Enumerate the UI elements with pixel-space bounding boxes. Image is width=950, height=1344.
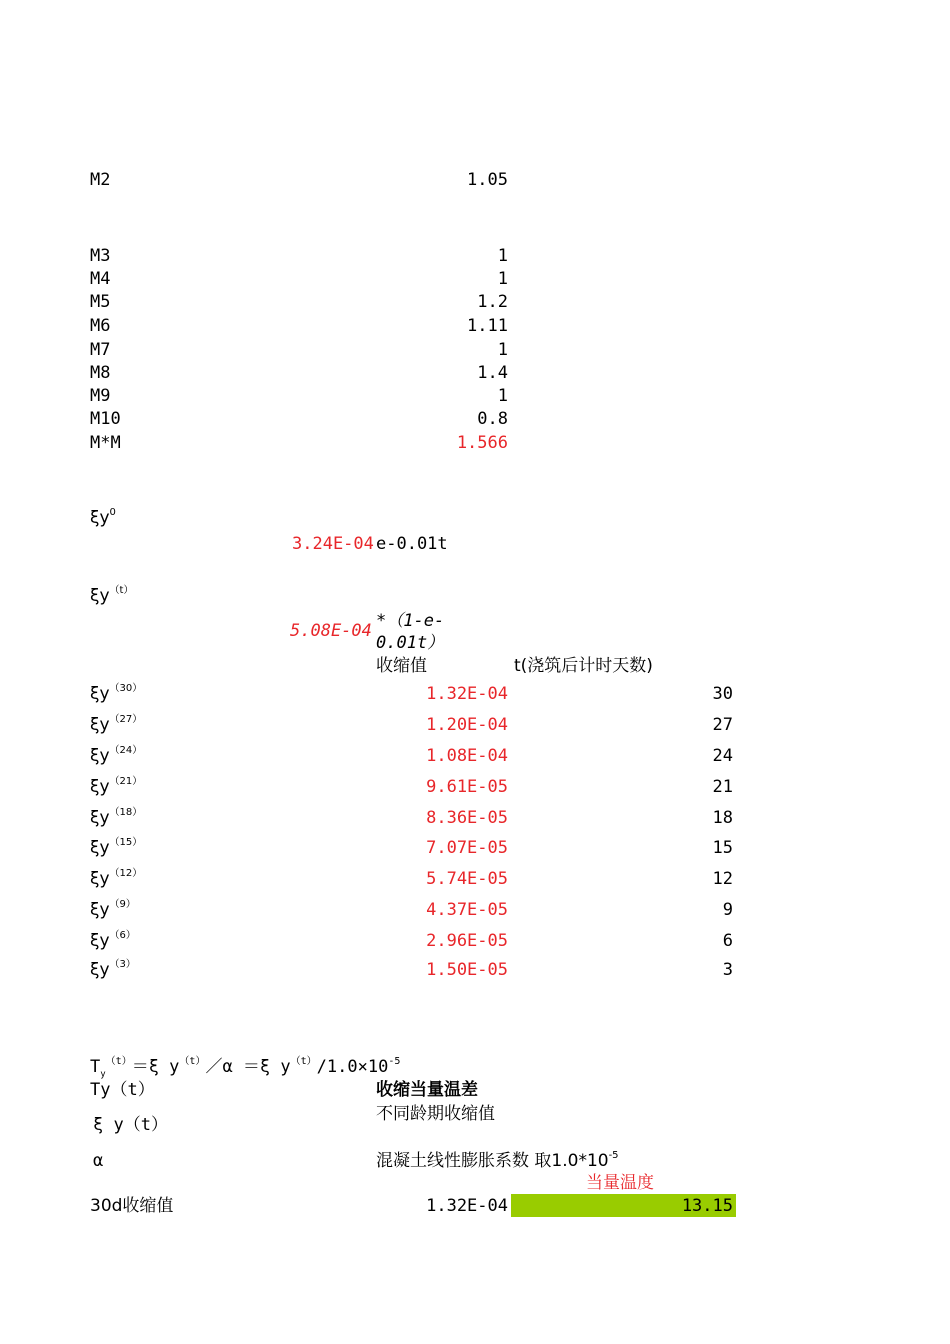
def-xi-desc: 不同龄期收缩值	[376, 1104, 495, 1124]
m-value: 1	[497, 340, 508, 360]
header-days: t(浇筑后计时天数)	[514, 656, 653, 676]
m-product-label: M*M	[90, 433, 121, 453]
row-days: 18	[712, 808, 733, 828]
row-value: 2.96E-05	[426, 931, 508, 951]
m-product-value: 1.566	[456, 433, 508, 453]
xi-y0-label: $\xi y^0$	[90, 507, 116, 528]
m-label: M3	[90, 246, 111, 266]
equiv-temp-header: 当量温度	[586, 1173, 654, 1193]
row-days: 3	[722, 960, 733, 980]
header-shrink: 收缩值	[376, 656, 427, 676]
ty-formula: $T_y^{(t)}=\xi$ $y^{(t)}/\alpha =\xi$ $y^{(t)}/1.0\times 10^{-5}$	[90, 1056, 401, 1080]
xi-yt-label: $\xi y^{(t)}$	[90, 585, 134, 606]
m-value: 1.11	[467, 316, 508, 336]
row-value: 9.61E-05	[426, 777, 508, 797]
m-value: 1.2	[477, 292, 508, 312]
row-days: 6	[722, 931, 733, 951]
row-value: 8.36E-05	[426, 808, 508, 828]
row-days: 24	[712, 746, 733, 766]
row-days: 15	[712, 838, 733, 858]
row-days: 21	[712, 777, 733, 797]
result-temp-value: 13.15	[681, 1196, 733, 1216]
xi-y0-formula: e-0.01t	[376, 534, 448, 554]
m-label: M10	[90, 409, 121, 429]
row-value: 4.37E-05	[426, 900, 508, 920]
row-value: 1.50E-05	[426, 960, 508, 980]
row-symbol: $\xi y^{(27)}$	[90, 714, 143, 735]
row-symbol: $\xi y^{(9)}$	[90, 899, 136, 920]
def-ty-desc: 收缩当量温差	[376, 1080, 478, 1100]
result-shrink-value: 1.32E-04	[426, 1196, 508, 1216]
m-value: 1.4	[477, 363, 508, 383]
row-value: 1.08E-04	[426, 746, 508, 766]
row-days: 12	[712, 869, 733, 889]
xi-yt-value: 5.08E-04	[290, 621, 372, 641]
row-days: 9	[722, 900, 733, 920]
def-ty-symbol: Ty（t）	[90, 1080, 155, 1100]
row-symbol: $\xi y^{(30)}$	[90, 683, 143, 704]
m-value: 1.05	[467, 170, 508, 190]
m-label: M7	[90, 340, 111, 360]
row-symbol: $\xi y^{(12)}$	[90, 868, 143, 889]
row-value: 5.74E-05	[426, 869, 508, 889]
m-value: 1	[497, 246, 508, 266]
m-value: 1	[497, 269, 508, 289]
m-label: M8	[90, 363, 111, 383]
def-xi-symbol: ξ y（t）	[93, 1115, 168, 1135]
row-days: 27	[712, 715, 733, 735]
xi-yt-formula-line2: 0.01t）	[376, 633, 445, 653]
row-value: 7.07E-05	[426, 838, 508, 858]
m-value: 1	[497, 386, 508, 406]
row-symbol: $\xi y^{(6)}$	[90, 930, 136, 951]
result-label: 30d收缩值	[90, 1196, 174, 1216]
row-symbol: $\xi y^{(21)}$	[90, 776, 143, 797]
row-symbol: $\xi y^{(15)}$	[90, 837, 143, 858]
m-label: M2	[90, 170, 111, 190]
m-label: M5	[90, 292, 111, 312]
xi-y0-value: 3.24E-04	[292, 534, 374, 554]
m-label: M6	[90, 316, 111, 336]
row-days: 30	[712, 684, 733, 704]
def-alpha-symbol: α	[93, 1151, 104, 1171]
row-value: 1.32E-04	[426, 684, 508, 704]
row-symbol: $\xi y^{(18)}$	[90, 807, 143, 828]
xi-yt-formula-line1: *（1-e-	[376, 611, 445, 631]
m-label: M9	[90, 386, 111, 406]
def-alpha-desc: 混凝土线性膨胀系数 取$1.0*10^{-5}$	[376, 1150, 619, 1171]
m-label: M4	[90, 269, 111, 289]
row-symbol: $\xi y^{(3)}$	[90, 959, 136, 980]
row-symbol: $\xi y^{(24)}$	[90, 745, 143, 766]
row-value: 1.20E-04	[426, 715, 508, 735]
m-value: 0.8	[477, 409, 508, 429]
